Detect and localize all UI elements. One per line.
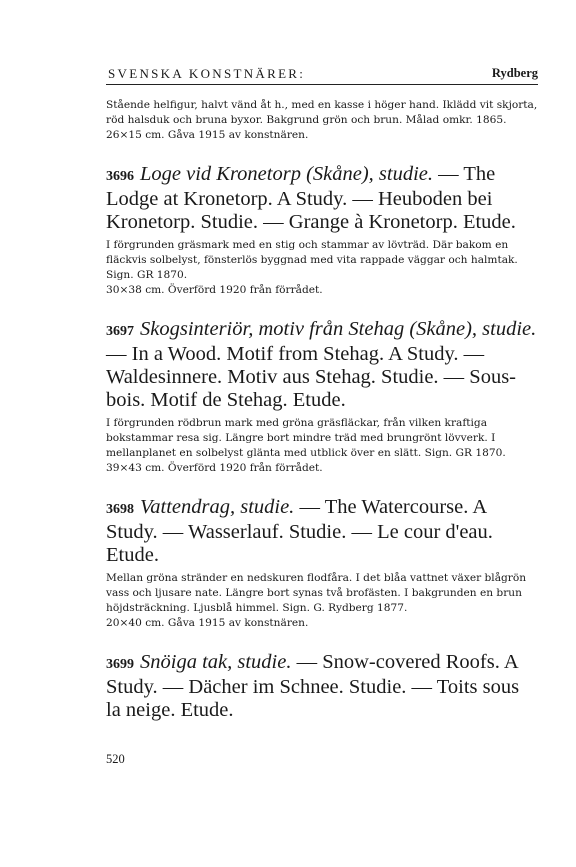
catalog-entry-3696 bbox=[106, 163, 538, 298]
catalog-entry-3698 bbox=[106, 496, 538, 631]
intro-dimensions: 26×15 cm. Gåva 1915 av konstnären. bbox=[106, 129, 309, 141]
entry-dimensions: 30×38 cm. Överförd 1920 från förrådet. bbox=[106, 284, 323, 296]
entry-title-swedish: Vattendrag, studie. bbox=[140, 496, 295, 518]
entry-title bbox=[106, 496, 538, 567]
running-head-right: Rydberg bbox=[491, 66, 538, 80]
entry-dimensions: 39×43 cm. Överförd 1920 från förrådet. bbox=[106, 462, 323, 474]
entry-title-swedish: Skogsinteriör, motiv från Stehag (Skåne), studie. bbox=[140, 318, 537, 340]
page-content bbox=[106, 98, 538, 726]
entry-description: Mellan gröna stränder en nedskuren flodfåra. I det blåa vattnet växer blågrön vass och ljusare nate. Längre bort synas två brofästen. I bakgrunden en brun höjdsträckning. Ljusblå himmel. Sign. G. Rydberg 1877. bbox=[106, 572, 527, 614]
entry-description: I förgrunden gräsmark med en stig och stammar av lövträd. Där bakom en fläckvis solbelyst, fönsterlös byggnad med vita rappade väggar och halmtak. Sign. GR 1870. bbox=[106, 239, 518, 281]
entry-title bbox=[106, 163, 538, 234]
entry-number: 3696 bbox=[106, 169, 134, 184]
intro-description: Stående helfigur, halvt vänd åt h., med en kasse i höger hand. Iklädd vit skjorta, röd halsduk och bruna byxor. Bakgrund grön och brun. Målad omkr. 1865. bbox=[106, 99, 538, 126]
catalog-entry-3699 bbox=[106, 651, 538, 722]
entry-dimensions: 20×40 cm. Gåva 1915 av konstnären. bbox=[106, 617, 309, 629]
entry-title-translations: — The Lodge at Kronetorp. A Study. — Heuboden bei Kronetorp. Studie. — Grange à Kronetorp. Etude. bbox=[106, 163, 516, 233]
entry-number: 3697 bbox=[106, 324, 134, 339]
entry-description: I förgrunden rödbrun mark med gröna gräsfläckar, från vilken kraftiga bokstammar resa sig. Längre bort mindre träd med brungrönt lövverk. I mellanplanet en solbelyst glänta med utblick över en slätt. Sign. GR 1870. bbox=[106, 417, 506, 459]
entry-title-translations: — In a Wood. Motif from Stehag. A Study. — Waldesinnere. Motiv aus Stehag. Studie. — Sous-bois. Motif de Stehag. Etude. bbox=[106, 343, 517, 411]
entry-number: 3699 bbox=[106, 657, 134, 672]
page-number: 520 bbox=[106, 752, 125, 766]
running-head bbox=[106, 66, 538, 82]
entry-title-translations: — Snow-covered Roofs. A Study. — Dächer im Schnee. Studie. — Toits sous la neige. Etude. bbox=[106, 651, 520, 721]
running-head-left: SVENSKA KONSTNÄRER: bbox=[108, 66, 306, 81]
entry-number: 3698 bbox=[106, 502, 134, 517]
header-rule bbox=[106, 84, 538, 85]
entry-title-translations: — The Watercourse. A Study. — Wasserlauf. Studie. — Le cour d'eau. Etude. bbox=[106, 496, 493, 566]
entry-title bbox=[106, 318, 538, 412]
catalog-page bbox=[106, 0, 540, 867]
entry-title-swedish: Snöiga tak, studie. bbox=[140, 651, 292, 673]
catalog-entry-3697 bbox=[106, 318, 538, 476]
entry-title bbox=[106, 651, 538, 722]
entry-title-swedish: Loge vid Kronetorp (Skåne), studie. bbox=[140, 163, 434, 185]
